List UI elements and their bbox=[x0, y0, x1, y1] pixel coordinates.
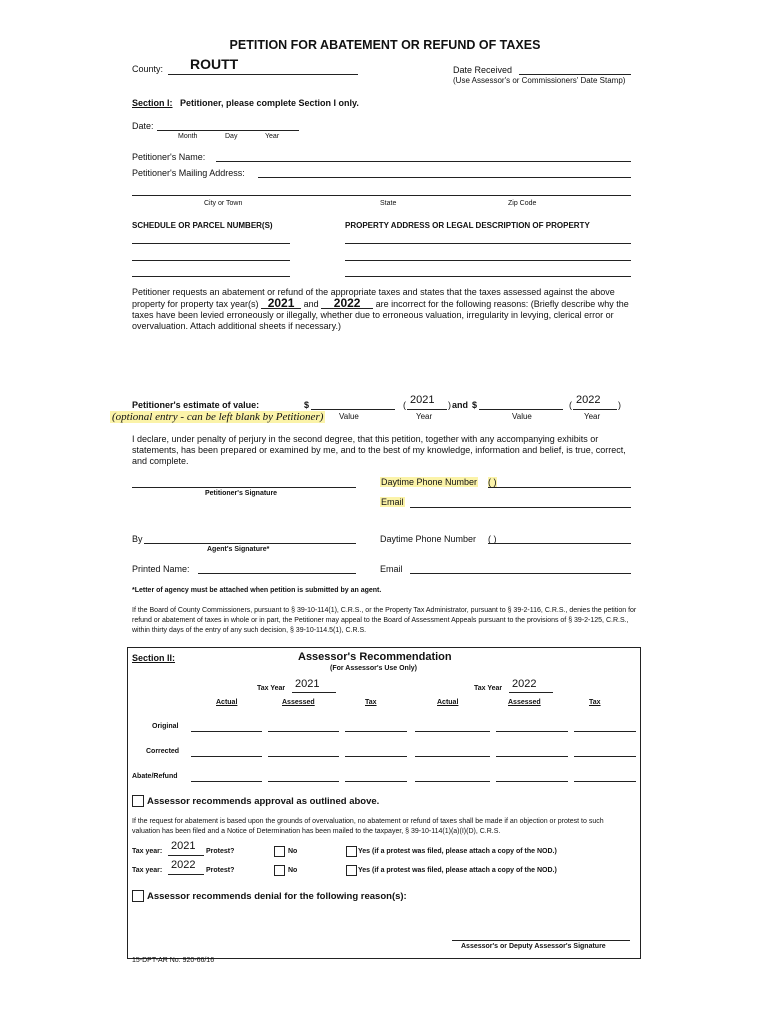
table-cell[interactable] bbox=[191, 731, 262, 732]
zip-caption: Zip Code bbox=[508, 200, 537, 207]
property-line-3[interactable] bbox=[345, 276, 631, 277]
mailing-address-label: Petitioner's Mailing Address: bbox=[132, 168, 245, 178]
tax-year-value-1[interactable]: 2021 bbox=[295, 678, 320, 690]
tax-year-label-1: Tax Year bbox=[257, 685, 286, 692]
property-label: PROPERTY ADDRESS OR LEGAL DESCRIPTION OF PROPERTY bbox=[345, 221, 590, 230]
protest-year-line-2[interactable] bbox=[168, 874, 204, 875]
month-caption: Month bbox=[178, 133, 198, 140]
agent-signature-line[interactable] bbox=[144, 543, 356, 544]
printed-name-label: Printed Name: bbox=[132, 564, 190, 574]
by-label: By bbox=[132, 534, 143, 544]
table-cell[interactable] bbox=[345, 781, 407, 782]
assessor-signature-caption: Assessor's or Deputy Assessor's Signature bbox=[461, 943, 606, 950]
petitioner-name-line[interactable] bbox=[216, 161, 631, 162]
email-label: Email bbox=[381, 497, 404, 507]
agent-phone-line[interactable] bbox=[488, 543, 631, 544]
tax-year-2[interactable]: 2022 bbox=[321, 298, 373, 309]
date-received-line[interactable] bbox=[519, 74, 631, 75]
date-label: Date: bbox=[132, 121, 154, 131]
estimate-year-1[interactable]: 2021 bbox=[410, 394, 435, 406]
section2-title: Assessor's Recommendation bbox=[298, 651, 452, 663]
schedule-label: SCHEDULE OR PARCEL NUMBER(S) bbox=[132, 221, 273, 230]
assessor-signature-line[interactable] bbox=[452, 940, 630, 941]
declaration-paragraph: I declare, under penalty of perjury in the second degree, that this petition, together with any accompanying exhibits or statements, has been prepared or examined by me, and to the best of my knowledge, information and belief, is true, correct, and complete. bbox=[132, 434, 626, 466]
estimate-year-2[interactable]: 2022 bbox=[576, 394, 601, 406]
agent-phone-label: Daytime Phone Number bbox=[380, 534, 477, 544]
year-caption-2: Year bbox=[584, 412, 601, 421]
tax-year-value-2[interactable]: 2022 bbox=[512, 678, 537, 690]
section1-instruction: Petitioner, please complete Section I only. bbox=[180, 98, 359, 108]
denial-label: Assessor recommends denial for the following reason(s): bbox=[147, 891, 407, 902]
date-field-line[interactable] bbox=[157, 130, 299, 131]
parcel-line-1[interactable] bbox=[132, 243, 290, 244]
email-line[interactable] bbox=[410, 507, 631, 508]
tax-year-line-1[interactable] bbox=[292, 692, 336, 693]
section2-subtitle: (For Assessor's Use Only) bbox=[330, 665, 417, 672]
table-cell[interactable] bbox=[415, 731, 490, 732]
printed-name-line[interactable] bbox=[198, 573, 356, 574]
approval-label: Assessor recommends approval as outlined above. bbox=[147, 796, 380, 807]
value-caption-2: Value bbox=[512, 412, 532, 421]
estimate-value-1[interactable] bbox=[311, 409, 395, 410]
table-cell[interactable] bbox=[191, 756, 262, 757]
table-cell[interactable] bbox=[345, 756, 407, 757]
daytime-phone-label: Daytime Phone Number bbox=[381, 477, 478, 487]
paren-close-2: ) bbox=[618, 400, 621, 410]
date-stamp-note: (Use Assessor's or Commissioners' Date Stamp) bbox=[453, 76, 626, 85]
protest-no-label-2: No bbox=[288, 867, 298, 874]
optional-entry-note: (optional entry - can be left blank by Petitioner) bbox=[112, 411, 324, 423]
date-received-label: Date Received bbox=[453, 65, 513, 75]
protest-yes-label-2: Yes (if a protest was filed, please attach a copy of the NOD.) bbox=[358, 867, 557, 874]
table-cell[interactable] bbox=[496, 781, 568, 782]
col-assessed-1: Assessed bbox=[282, 699, 315, 706]
county-field-line[interactable] bbox=[168, 74, 358, 75]
section1-heading: Section I: bbox=[132, 98, 173, 108]
county-label: County: bbox=[132, 64, 164, 74]
protest-no-label-1: No bbox=[288, 848, 298, 855]
state-caption: State bbox=[380, 200, 397, 207]
row-corrected-label: Corrected bbox=[146, 748, 180, 755]
protest-tax-year-label-2: Tax year: bbox=[132, 867, 163, 874]
protest-year-2[interactable]: 2022 bbox=[171, 859, 196, 871]
mailing-address-line-2[interactable] bbox=[132, 195, 631, 196]
estimate-value-2[interactable] bbox=[479, 409, 563, 410]
col-tax-1: Tax bbox=[365, 699, 377, 706]
protest-year-line-1[interactable] bbox=[168, 855, 204, 856]
petitioner-signature-caption: Petitioner's Signature bbox=[205, 490, 278, 497]
daytime-phone-line[interactable] bbox=[488, 487, 631, 488]
paren-open-1: ( bbox=[403, 400, 406, 410]
protest-year-1[interactable]: 2021 bbox=[171, 840, 196, 852]
day-caption: Day bbox=[225, 133, 238, 140]
table-cell[interactable] bbox=[268, 781, 339, 782]
protest-yes-label-1: Yes (if a protest was filed, please attach a copy of the NOD.) bbox=[358, 848, 557, 855]
denial-checkbox[interactable] bbox=[132, 890, 144, 902]
year-caption-1: Year bbox=[416, 412, 433, 421]
table-cell[interactable] bbox=[191, 781, 262, 782]
protest-label-2: Protest? bbox=[206, 867, 235, 874]
dollar-sign-1: $ bbox=[304, 400, 310, 410]
city-caption: City or Town bbox=[204, 200, 243, 207]
parcel-line-2[interactable] bbox=[132, 260, 290, 261]
parcel-line-3[interactable] bbox=[132, 276, 290, 277]
year-caption: Year bbox=[265, 133, 280, 140]
appeal-note: If the Board of County Commissioners, pursuant to § 39-10-114(1), C.R.S., or the Property Tax Administrator, pursuant to § 39-2-116, C.R.S., denies the petition for refund or abatement of taxes in whole or in part, the Petitioner may appeal to the Board of Assessment Appeals pursuant to the provisions of § 39-2-125, C.R.S., within thirty days of the entry of any such decision, § 39-10-114.5(1), C.R.S. bbox=[132, 607, 637, 634]
table-cell[interactable] bbox=[415, 756, 490, 757]
row-original-label: Original bbox=[152, 723, 179, 730]
estimate-year-1-line[interactable] bbox=[407, 409, 447, 410]
row-abate-label: Abate/Refund bbox=[132, 773, 178, 780]
request-paragraph: Petitioner requests an abatement or refund of the appropriate taxes and states that the taxes assessed against the above property for property tax year(s) 2021 and 2022 are incorrect for the following reasons: (Briefly describe why the taxes have been levied erroneously or illegally, whether due to erroneous valuation, irregularity in levying, clerical error or overvaluation. Attach additional sheets if necessary.) bbox=[132, 287, 629, 331]
protest-no-checkbox-1[interactable] bbox=[274, 846, 285, 857]
table-cell[interactable] bbox=[496, 756, 568, 757]
paren-open-2: ( bbox=[569, 400, 572, 410]
petitioner-signature-line[interactable] bbox=[132, 487, 356, 488]
form-title: PETITION FOR ABATEMENT OR REFUND OF TAXES bbox=[229, 38, 541, 52]
protest-tax-year-label-1: Tax year: bbox=[132, 848, 163, 855]
tax-year-line-2[interactable] bbox=[509, 692, 553, 693]
agent-phone-paren: ( ) bbox=[488, 534, 497, 544]
col-actual-2: Actual bbox=[437, 699, 459, 706]
daytime-phone-paren: ( ) bbox=[488, 477, 497, 487]
protest-yes-checkbox-2[interactable] bbox=[346, 865, 357, 876]
table-cell[interactable] bbox=[574, 756, 636, 757]
value-caption-1: Value bbox=[339, 412, 359, 421]
form-number: 15-DPT-AR No. 920-66/16 bbox=[132, 957, 215, 964]
paren-close-1: ) bbox=[448, 400, 451, 410]
overvaluation-note: If the request for abatement is based upon the grounds of overvaluation, no abatement or refund of taxes shall be made if an objection or protest to such valuation has been filed and a Notice of Determination has been mailed to the taxpayer, § 39-10-114(1)(a)(I)(D), C.R.S. bbox=[132, 818, 604, 835]
agent-email-line[interactable] bbox=[410, 573, 631, 574]
county-value[interactable]: ROUTT bbox=[190, 56, 239, 72]
table-cell[interactable] bbox=[415, 781, 490, 782]
agency-note: *Letter of agency must be attached when petition is submitted by an agent. bbox=[132, 587, 382, 594]
agent-signature-caption: Agent's Signature* bbox=[207, 546, 270, 553]
estimate-label: Petitioner's estimate of value: bbox=[132, 400, 260, 410]
protest-yes-checkbox-1[interactable] bbox=[346, 846, 357, 857]
tax-year-label-2: Tax Year bbox=[474, 685, 503, 692]
col-assessed-2: Assessed bbox=[508, 699, 541, 706]
tax-year-1[interactable]: 2021 bbox=[261, 298, 301, 309]
estimate-year-2-line[interactable] bbox=[573, 409, 617, 410]
table-cell[interactable] bbox=[496, 731, 568, 732]
property-line-2[interactable] bbox=[345, 260, 631, 261]
approval-checkbox[interactable] bbox=[132, 795, 144, 807]
property-line-1[interactable] bbox=[345, 243, 631, 244]
estimate-and: and bbox=[452, 400, 469, 410]
agent-email-label: Email bbox=[380, 564, 403, 574]
col-tax-2: Tax bbox=[589, 699, 601, 706]
col-actual-1: Actual bbox=[216, 699, 238, 706]
mailing-address-line[interactable] bbox=[258, 177, 631, 178]
table-cell[interactable] bbox=[345, 731, 407, 732]
petitioner-name-label: Petitioner's Name: bbox=[132, 152, 206, 162]
table-cell[interactable] bbox=[574, 731, 636, 732]
table-cell[interactable] bbox=[268, 756, 339, 757]
protest-label-1: Protest? bbox=[206, 848, 235, 855]
protest-no-checkbox-2[interactable] bbox=[274, 865, 285, 876]
dollar-sign-2: $ bbox=[472, 400, 478, 410]
table-cell[interactable] bbox=[268, 731, 339, 732]
section2-heading: Section II: bbox=[132, 653, 176, 663]
table-cell[interactable] bbox=[574, 781, 636, 782]
